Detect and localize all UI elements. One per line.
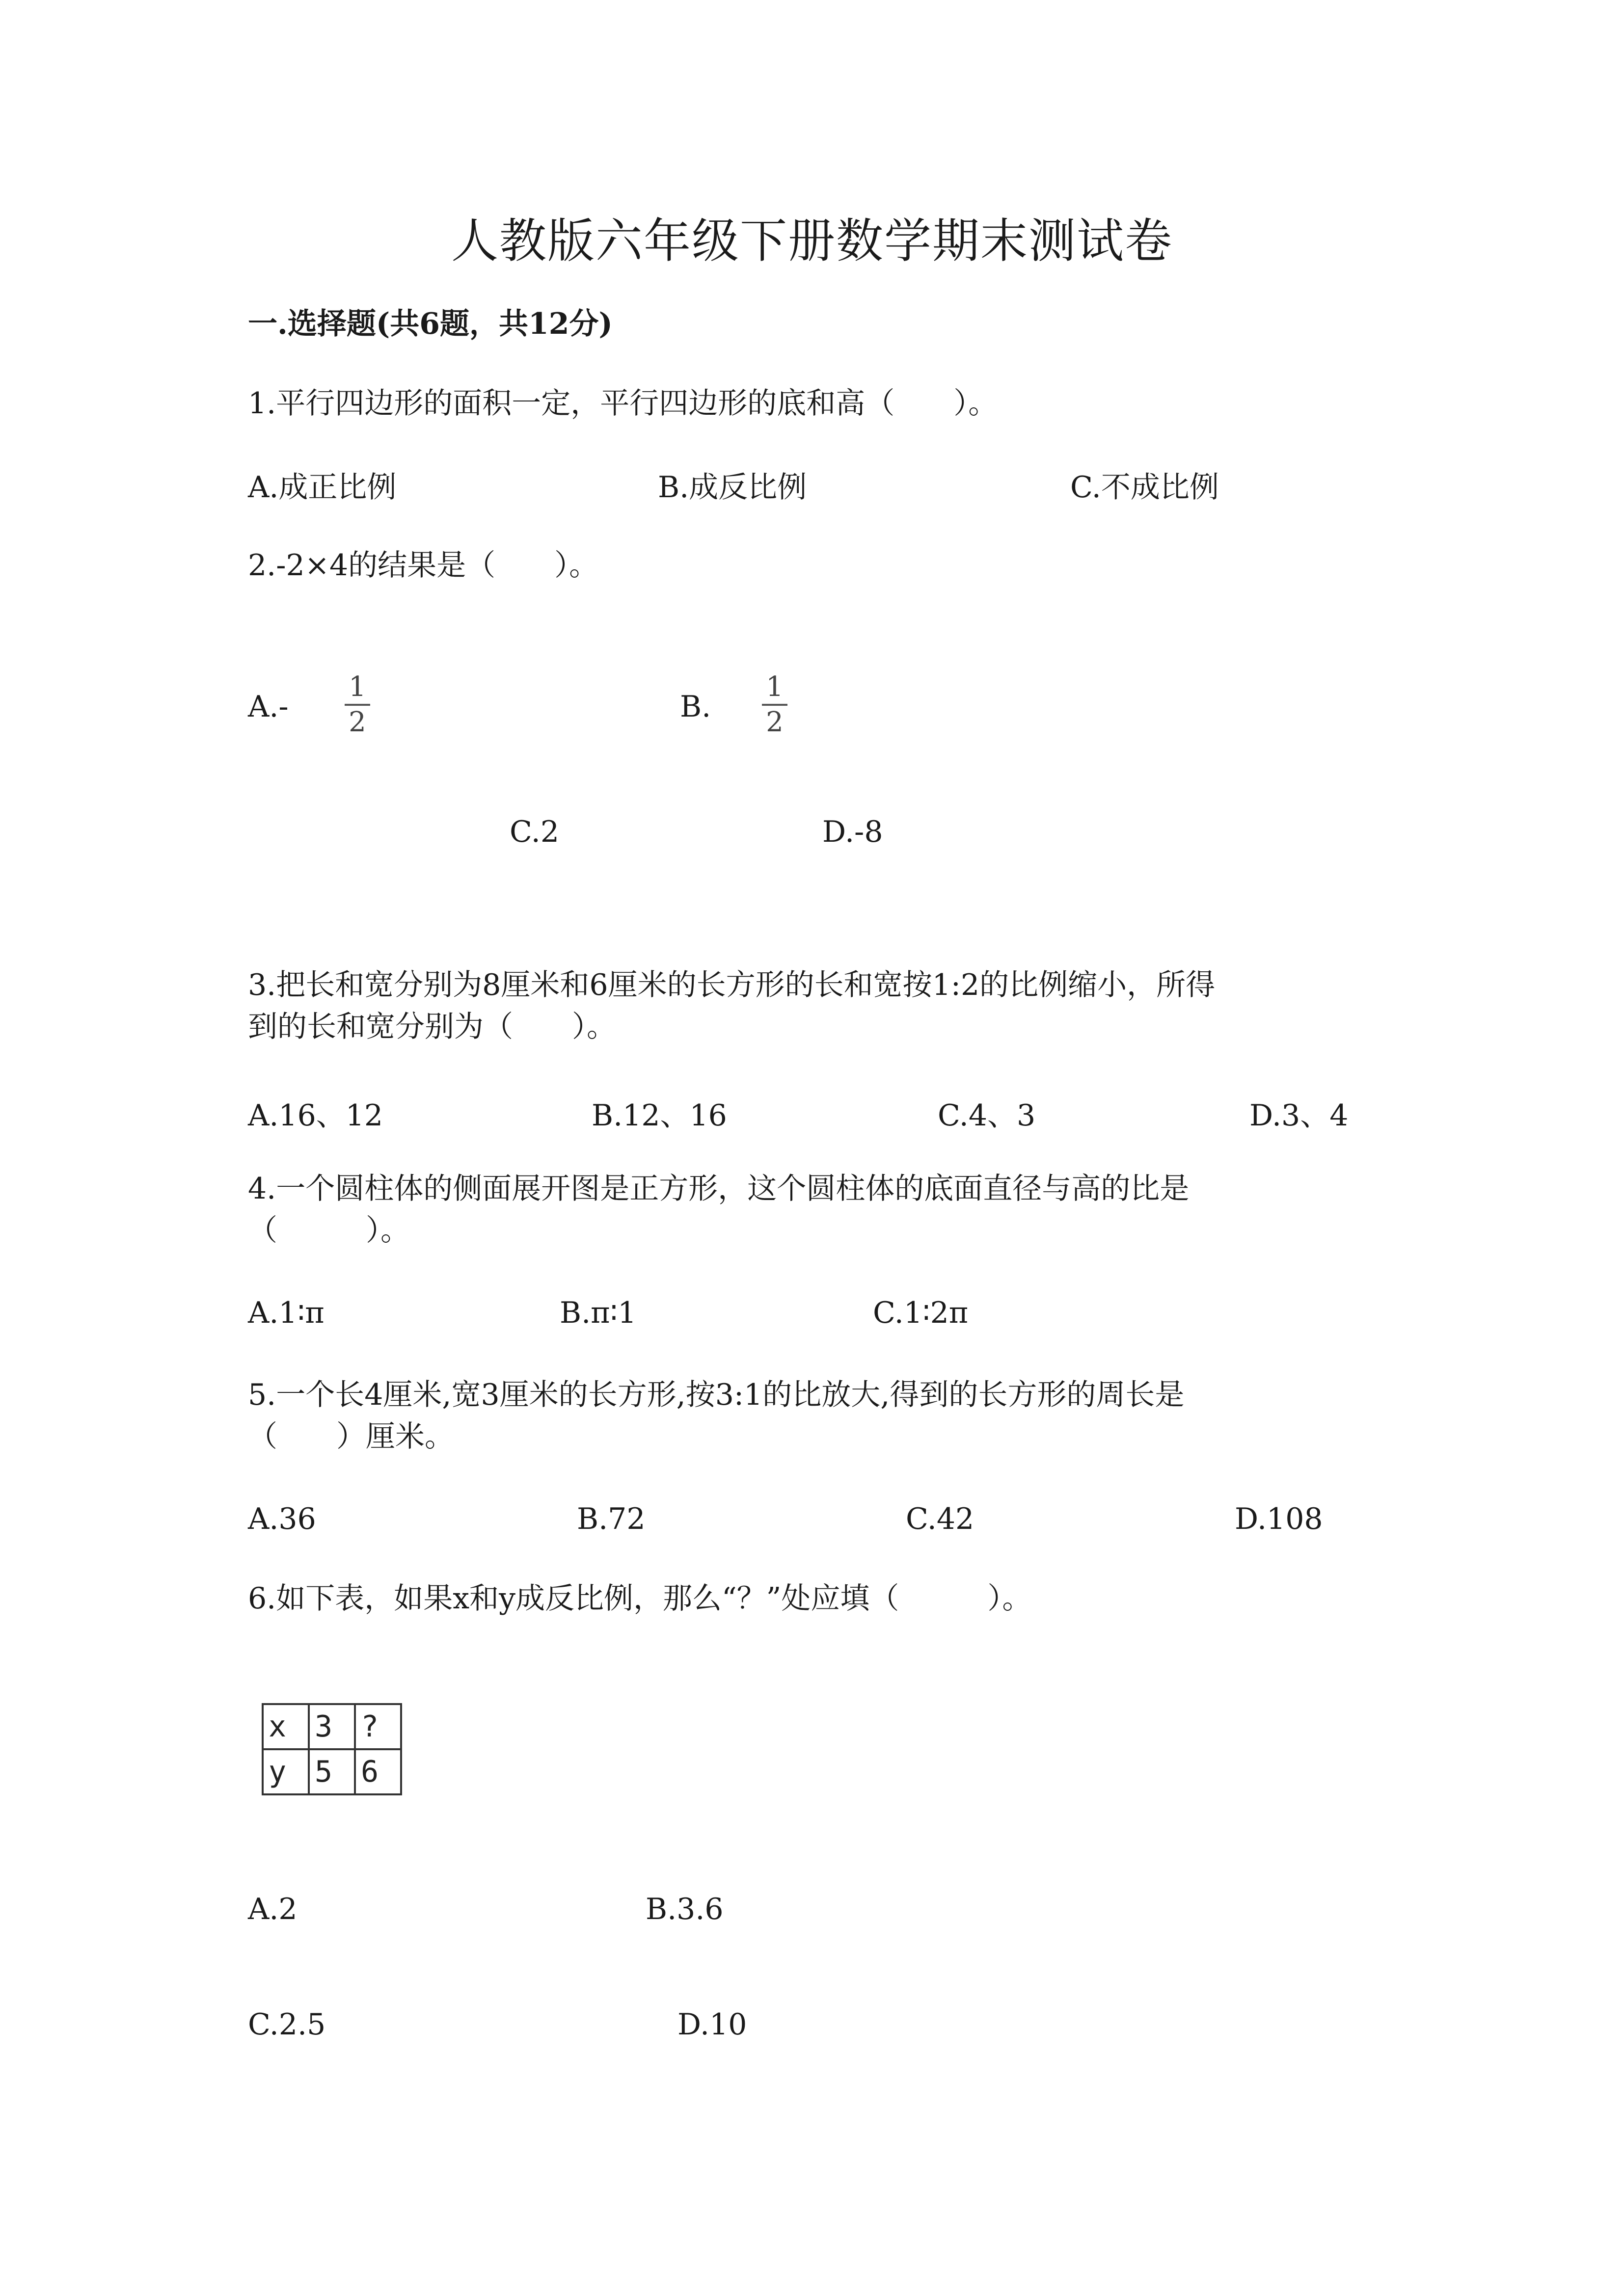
question-3-stem-line-1: 3.把长和宽分别为8厘米和6厘米的长方形的长和宽按1:2的比例缩小，所得 [248, 968, 1216, 1002]
question-3-option-d: D.3、4 [1249, 1098, 1349, 1133]
question-2-option-a-fraction [343, 672, 372, 737]
question-2-option-a-label: A.- [248, 690, 289, 724]
question-6-option-c: C.2.5 [248, 2007, 326, 2042]
fraction-numerator: 1 [349, 671, 366, 703]
question-1-stem: 1.平行四边形的面积一定，平行四边形的底和高（ ）。 [248, 386, 998, 421]
question-4-option-c: C.1∶2π [873, 1296, 969, 1330]
question-3-stem-line-2: 到的长和宽分别为（ ）。 [248, 1010, 616, 1044]
table-cell: y [263, 1749, 309, 1794]
table-cell: 3 [309, 1704, 355, 1749]
fraction-denominator: 2 [349, 706, 366, 738]
xy-table [262, 1703, 402, 1795]
question-1-option-b: B.成反比例 [658, 470, 807, 505]
table-cell: x [263, 1704, 309, 1749]
table-cell: ? [355, 1704, 401, 1749]
page-title: 人教版六年级下册数学期末测试卷 [451, 214, 1173, 268]
question-3-option-c: C.4、3 [938, 1098, 1036, 1133]
question-5-stem-line-2: （ ）厘米。 [248, 1419, 454, 1454]
table-row [263, 1704, 401, 1749]
question-3-option-b: B.12、16 [592, 1098, 727, 1133]
table-row [263, 1749, 401, 1794]
fraction-bar [762, 704, 787, 706]
question-5-option-d: D.108 [1235, 1502, 1323, 1536]
question-1-option-c: C.不成比例 [1070, 470, 1219, 505]
question-4-option-a: A.1∶π [248, 1296, 325, 1330]
question-2-option-d: D.-8 [822, 815, 883, 849]
question-2-stem: 2.-2×4的结果是（ ）。 [248, 548, 599, 583]
question-6-option-b: B.3.6 [646, 1892, 724, 1926]
question-4-stem-line-1: 4.一个圆柱体的侧面展开图是正方形，这个圆柱体的底面直径与高的比是 [248, 1172, 1190, 1206]
fraction-bar [345, 704, 370, 706]
question-1-option-a: A.成正比例 [248, 470, 397, 505]
table-cell: 5 [309, 1749, 355, 1794]
question-2-option-b-label: B. [680, 690, 711, 724]
question-6-stem: 6.如下表，如果x和y成反比例，那么“？”处应填（ ）。 [248, 1581, 1032, 1616]
question-5-stem-line-1: 5.一个长4厘米,宽3厘米的长方形,按3:1的比放大,得到的长方形的周长是 [248, 1378, 1185, 1412]
question-6-option-d: D.10 [677, 2007, 747, 2042]
question-2-option-c: C.2 [510, 815, 560, 849]
question-5-option-b: B.72 [577, 1502, 646, 1536]
fraction-numerator: 1 [766, 671, 784, 703]
fraction-denominator: 2 [766, 706, 784, 738]
section-heading: 一.选择题(共6题，共12分) [248, 307, 613, 341]
question-5-option-a: A.36 [248, 1502, 316, 1536]
question-4-stem-line-2: （ ）。 [248, 1213, 410, 1248]
table-cell: 6 [355, 1749, 401, 1794]
question-5-option-c: C.42 [906, 1502, 974, 1536]
question-4-option-b: B.π∶1 [560, 1296, 637, 1330]
question-2-option-b-fraction [760, 672, 789, 737]
question-6-option-a: A.2 [248, 1892, 298, 1926]
question-3-option-a: A.16、12 [248, 1098, 383, 1133]
